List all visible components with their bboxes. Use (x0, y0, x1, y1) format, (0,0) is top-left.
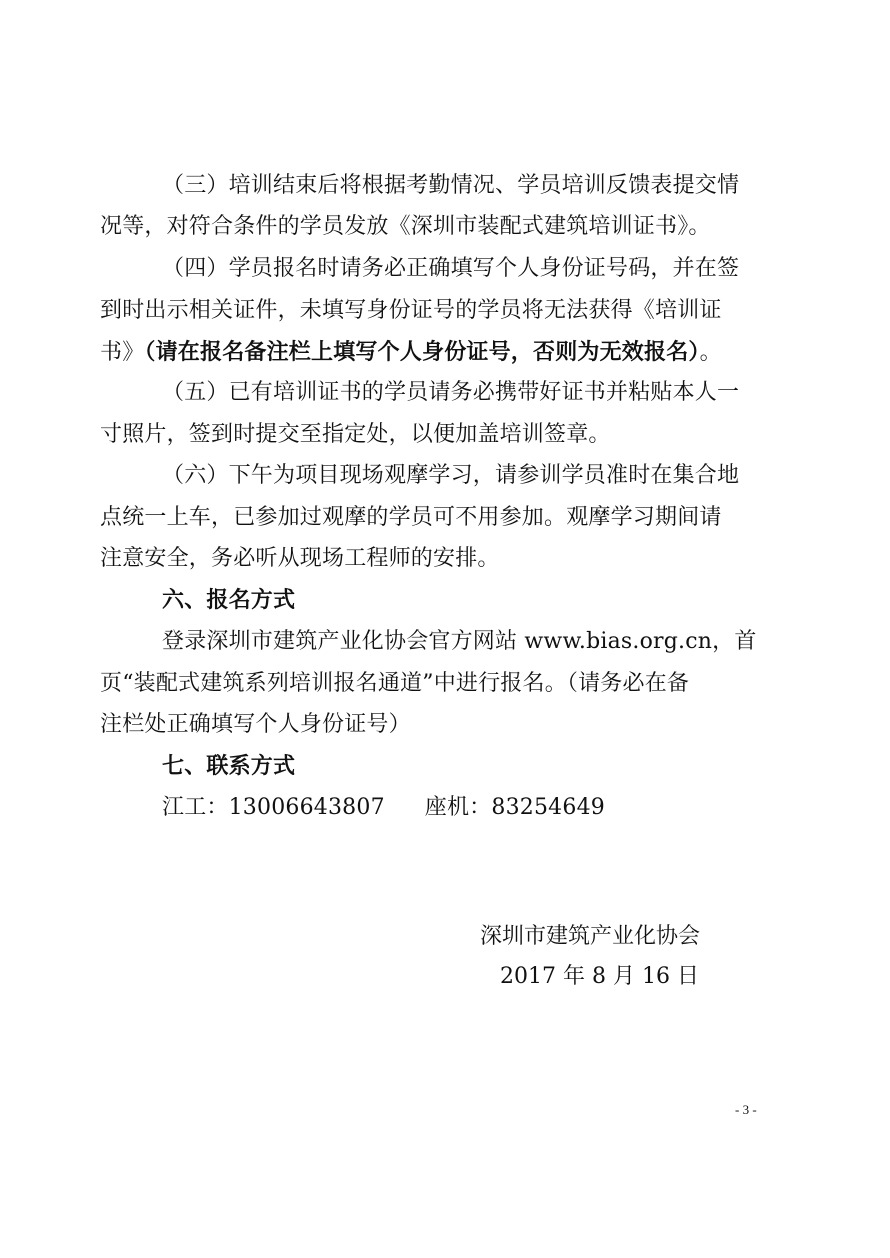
para6-line2: 点统一上车，已参加过观摩的学员可不用参加。观摩学习期间请 (100, 505, 722, 530)
contact-phone: 座机：83254649 (424, 795, 605, 820)
contact-line (162, 788, 852, 828)
signature-org: 深圳市建筑产业化协会 (480, 924, 701, 949)
contact-person: 江工：13006643807 (162, 795, 385, 820)
section7-heading: 七、联系方式 (162, 754, 296, 779)
section6-line3: 注栏处正确填写个人身份证号） (100, 712, 411, 737)
para5-line1: （五）已有培训证书的学员请务必携带好证书并粘贴本人一 (162, 380, 740, 405)
para4-line3-end: 。 (699, 340, 722, 365)
para6-line1: （六）下午为项目现场观摩学习，请参训学员准时在集合地 (162, 463, 740, 488)
para3-line2: 况等，对符合条件的学员发放《深圳市装配式建筑培训证书》。 (100, 214, 711, 239)
section6-heading: 六、报名方式 (162, 588, 296, 613)
para4-line1: （四）学员报名时请务必正确填写个人身份证号码，并在签 (162, 256, 740, 281)
page-number: - 3 - (735, 1102, 757, 1117)
para6-line3: 注意安全，务必听从现场工程师的安排。 (100, 546, 500, 571)
para4-line3 (100, 332, 790, 372)
signature-date: 2017 年 8 月 16 日 (500, 964, 699, 989)
para3-line1: （三）培训结束后将根据考勤情况、学员培训反馈表提交情 (162, 173, 740, 198)
para4-bold-note: （请在报名备注栏上填写个人身份证号，否则为无效报名） (144, 339, 700, 365)
section6-line1: 登录深圳市建筑产业化协会官方网站 www.bias.org.cn，首 (162, 629, 757, 654)
para4-line3-start: 书》 (100, 340, 145, 365)
section6-line2: 页“装配式建筑系列培训报名通道”中进行报名。（请务必在备 (100, 671, 690, 696)
para4-line2: 到时出示相关证件，未填写身份证号的学员将无法获得《培训证 (100, 298, 722, 323)
para5-line2: 寸照片，签到时提交至指定处，以便加盖培训签章。 (100, 422, 611, 447)
